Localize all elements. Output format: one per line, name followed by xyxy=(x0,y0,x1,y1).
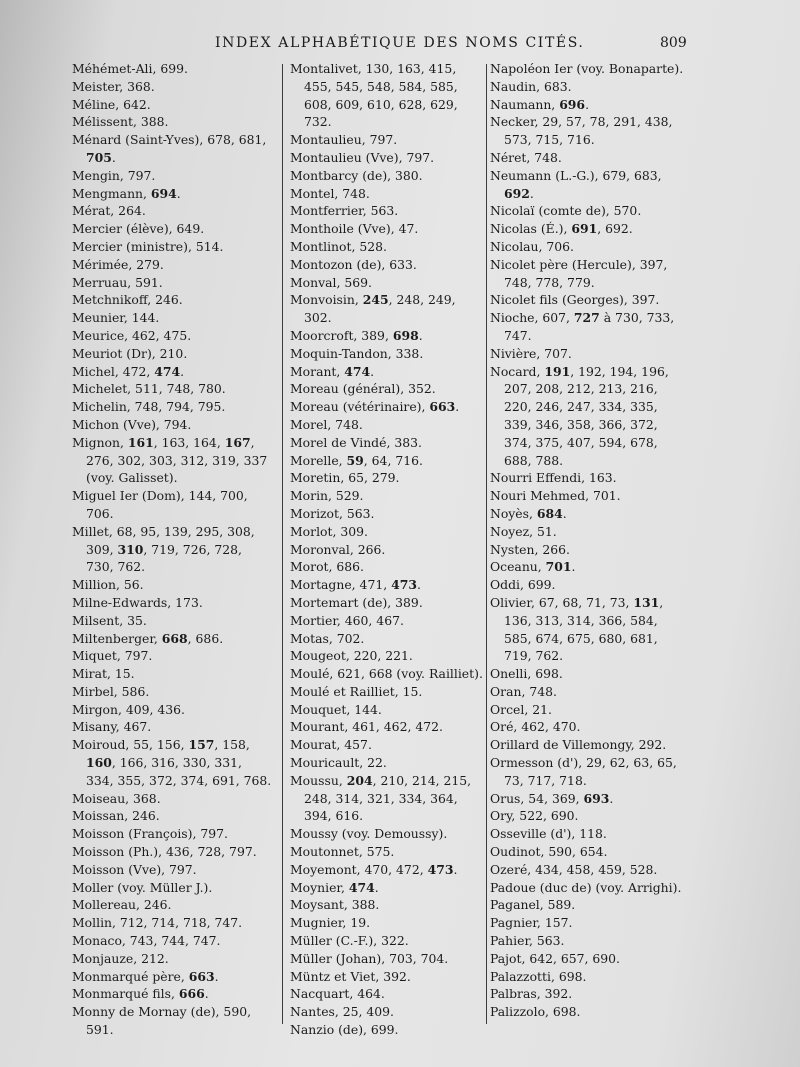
index-entry: Napoléon Ier (voy. Bonaparte). xyxy=(490,61,684,76)
index-entry: Nanzio (de), 699. xyxy=(290,1022,399,1038)
index-entry: Morelle, 59, 64, 716. xyxy=(290,452,423,468)
index-entry: Michon (Vve), 794. xyxy=(72,416,192,432)
index-entry: Monny de Mornay (de), 590, 591. xyxy=(72,1004,252,1038)
index-entry: Orillard de Villemongy, 292. xyxy=(490,737,667,753)
index-entry: Moulé, 621, 668 (voy. Railliet). xyxy=(290,666,483,682)
index-entry: Mirbel, 586. xyxy=(72,683,150,699)
index-entry: Michelet, 511, 748, 780. xyxy=(72,381,226,397)
index-entry: Miltenberger, 668, 686. xyxy=(72,630,224,646)
index-entry: Méhémet-Ali, 699. xyxy=(72,61,188,76)
index-column-2 xyxy=(290,60,486,1039)
index-entry: Olivier, 67, 68, 71, 73, 131, 136, 313, 314, 366, 584, 585, 674, 675, 680, 681, 719, 762. xyxy=(490,594,664,664)
index-entry: Morant, 474. xyxy=(290,363,375,379)
index-entry: Müntz et Viet, 392. xyxy=(290,968,411,984)
index-entry: Ménard (Saint-Yves), 678, 681, 705. xyxy=(72,132,267,165)
index-entry: Monjauze, 212. xyxy=(72,950,169,966)
index-entry: Michelin, 748, 794, 795. xyxy=(72,399,226,415)
index-entry: Paganel, 589. xyxy=(490,897,576,913)
index-entry: Müller (C.-F.), 322. xyxy=(290,933,409,949)
index-entry: Montferrier, 563. xyxy=(290,203,399,219)
index-entry: Ozeré, 434, 458, 459, 528. xyxy=(490,861,658,877)
index-entry: Monvoisin, 245, 248, 249, 302. xyxy=(290,292,456,326)
index-entry: Miguel Ier (Dom), 144, 700, 706. xyxy=(72,488,248,521)
index-entry: Moussy (voy. Demoussy). xyxy=(290,826,448,842)
index-entry: Millet, 68, 95, 139, 295, 308, 309, 310, 719, 726, 728, 730, 762. xyxy=(72,523,255,575)
index-entry: Morot, 686. xyxy=(290,559,364,575)
index-entry: Meuriot (Dr), 210. xyxy=(72,345,188,361)
index-entry: Nicolet fils (Georges), 397. xyxy=(490,292,660,308)
index-entry: Mourat, 457. xyxy=(290,737,372,753)
index-entry: Moquin-Tandon, 338. xyxy=(290,345,424,361)
index-entry: Milne-Edwards, 173. xyxy=(72,594,203,610)
index-entry: Morel de Vindé, 383. xyxy=(290,434,422,450)
index-entry: Moussu, 204, 210, 214, 215, 248, 314, 321, 334, 364, 394, 616. xyxy=(290,772,472,824)
index-entry: Padoue (duc de) (voy. Arrighi). xyxy=(490,879,682,895)
index-entry: Néret, 748. xyxy=(490,149,562,165)
index-entry: Orcel, 21. xyxy=(490,701,552,717)
index-entry: Miquet, 797. xyxy=(72,648,153,664)
index-entry: Nocard, 191, 192, 194, 196, 207, 208, 212, 213, 216, 220, 246, 247, 334, 335, 339, 346, 358, 366, 372, 374, 375, 407, 594, 678, 688, 788. xyxy=(490,363,669,468)
index-entry: Müller (Johan), 703, 704. xyxy=(290,950,449,966)
index-entry: Oré, 462, 470. xyxy=(490,719,581,735)
index-entry: Meister, 368. xyxy=(72,78,155,94)
index-entry: Million, 56. xyxy=(72,577,144,593)
index-entry: Nacquart, 464. xyxy=(290,986,385,1002)
index-entry: Nioche, 607, 727 à 730, 733, 747. xyxy=(490,310,675,343)
index-entry: Mercier (ministre), 514. xyxy=(72,238,224,254)
index-entry: Palazzotti, 698. xyxy=(490,968,587,984)
index-entry: Montalivet, 130, 163, 415, 455, 545, 548, 584, 585, 608, 609, 610, 628, 629, 732. xyxy=(290,61,458,130)
index-entry: Pagnier, 157. xyxy=(490,915,573,931)
index-entry: Moisson (François), 797. xyxy=(72,826,228,842)
index-entry: Mengin, 797. xyxy=(72,167,156,183)
index-entry: Mollereau, 246. xyxy=(72,897,172,913)
index-entry: Osseville (d'), 118. xyxy=(490,826,607,842)
index-entry: Mirat, 15. xyxy=(72,666,135,682)
index-entry: Nicolas (É.), 691, 692. xyxy=(490,221,633,237)
index-entry: Mignon, 161, 163, 164, 167, 276, 302, 303, 312, 319, 337 (voy. Galisset). xyxy=(72,434,268,486)
index-entry: Mortagne, 471, 473. xyxy=(290,577,421,593)
index-entry: Motas, 702. xyxy=(290,630,365,646)
index-column-1 xyxy=(72,60,272,1039)
index-entry: Moiseau, 368. xyxy=(72,790,161,806)
index-entry: Monmarqué fils, 666. xyxy=(72,986,209,1002)
index-entry: Moorcroft, 389, 698. xyxy=(290,327,423,343)
index-entry: Nicolau, 706. xyxy=(490,238,574,254)
index-entry: Oudinot, 590, 654. xyxy=(490,844,608,860)
index-entry: Oran, 748. xyxy=(490,683,557,699)
index-entry: Michel, 472, 474. xyxy=(72,363,185,379)
index-entry: Pajot, 642, 657, 690. xyxy=(490,950,620,966)
index-entry: Mollin, 712, 714, 718, 747. xyxy=(72,915,243,931)
index-entry: Moreau (vétérinaire), 663. xyxy=(290,399,460,415)
index-entry: Misany, 467. xyxy=(72,719,152,735)
index-entry: Moisson (Vve), 797. xyxy=(72,861,197,877)
index-entry: Méline, 642. xyxy=(72,96,151,112)
index-entry: Moisson (Ph.), 436, 728, 797. xyxy=(72,844,257,860)
index-entry: Monaco, 743, 744, 747. xyxy=(72,933,221,949)
index-entry: Moissan, 246. xyxy=(72,808,160,824)
index-entry: Monmarqué père, 663. xyxy=(72,968,219,984)
index-entry: Pahier, 563. xyxy=(490,933,565,949)
index-entry: Ory, 522, 690. xyxy=(490,808,579,824)
index-entry: Nysten, 266. xyxy=(490,541,570,557)
index-entry: Moynier, 474. xyxy=(290,879,379,895)
column-divider-1 xyxy=(282,64,283,1024)
index-entry: Mugnier, 19. xyxy=(290,915,371,931)
index-entry: Mourant, 461, 462, 472. xyxy=(290,719,443,735)
index-entry: Montaulieu, 797. xyxy=(290,132,398,148)
index-entry: Orus, 54, 369, 693. xyxy=(490,790,614,806)
index-entry: Mortier, 460, 467. xyxy=(290,612,404,628)
index-entry: Mérat, 264. xyxy=(72,203,146,219)
index-entry: Naumann, 696. xyxy=(490,96,590,112)
index-entry: Onelli, 698. xyxy=(490,666,563,682)
index-entry: Moreau (général), 352. xyxy=(290,381,436,397)
index-entry: Merruau, 591. xyxy=(72,274,163,290)
index-entry: Mouquet, 144. xyxy=(290,701,382,717)
index-entry: Nantes, 25, 409. xyxy=(290,1004,394,1020)
page-header xyxy=(0,35,800,55)
index-entry: Montel, 748. xyxy=(290,185,370,201)
index-entry: Milsent, 35. xyxy=(72,612,147,628)
index-entry: Ormesson (d'), 29, 62, 63, 65, 73, 717, 718. xyxy=(490,755,677,788)
index-entry: Moronval, 266. xyxy=(290,541,386,557)
index-entry: Naudin, 683. xyxy=(490,78,572,94)
index-entry: Moulé et Railliet, 15. xyxy=(290,683,423,699)
index-entry: Neumann (L.-G.), 679, 683, 692. xyxy=(490,167,662,201)
index-entry: Mortemart (de), 389. xyxy=(290,594,423,610)
index-entry: Montozon (de), 633. xyxy=(290,256,417,272)
index-entry: Montlinot, 528. xyxy=(290,238,387,254)
index-entry: Meurice, 462, 475. xyxy=(72,327,192,343)
index-entry: Morel, 748. xyxy=(290,416,363,432)
index-entry: Nivière, 707. xyxy=(490,345,572,361)
index-entry: Mercier (élève), 649. xyxy=(72,221,205,237)
index-entry: Morin, 529. xyxy=(290,488,364,504)
index-entry: Moutonnet, 575. xyxy=(290,844,395,860)
index-entry: Palizzolo, 698. xyxy=(490,1004,581,1020)
index-entry: Mélissent, 388. xyxy=(72,114,169,130)
index-entry: Montaulieu (Vve), 797. xyxy=(290,149,435,165)
index-entry: Monthoile (Vve), 47. xyxy=(290,221,419,237)
index-entry: Metchnikoff, 246. xyxy=(72,292,183,308)
index-entry: Mougeot, 220, 221. xyxy=(290,648,413,664)
index-entry: Mengmann, 694. xyxy=(72,185,181,201)
index-entry: Mouricault, 22. xyxy=(290,755,387,771)
index-entry: Monval, 569. xyxy=(290,274,372,290)
index-entry: Moiroud, 55, 156, 157, 158, 160, 166, 316, 330, 331, 334, 355, 372, 374, 691, 768. xyxy=(72,737,272,788)
index-entry: Nicolaï (comte de), 570. xyxy=(490,203,642,219)
column-divider-2 xyxy=(486,64,487,1024)
index-entry: Mérimée, 279. xyxy=(72,256,164,272)
index-entry: Moller (voy. Müller J.). xyxy=(72,879,213,895)
index-entry: Necker, 29, 57, 78, 291, 438, 573, 715, 716. xyxy=(490,114,673,148)
index-entry: Moretin, 65, 279. xyxy=(290,470,400,486)
index-entry: Noyez, 51. xyxy=(490,523,557,539)
index-entry: Oceanu, 701. xyxy=(490,559,576,575)
page-title: INDEX ALPHABÉTIQUE DES NOMS CITÉS. xyxy=(215,35,585,51)
index-entry: Montbarcy (de), 380. xyxy=(290,167,423,183)
index-entry: Moyemont, 470, 472, 473. xyxy=(290,861,458,877)
index-entry: Meunier, 144. xyxy=(72,310,160,326)
index-entry: Nouri Mehmed, 701. xyxy=(490,488,621,504)
page-number: 809 xyxy=(660,35,687,51)
index-entry: Nourri Effendi, 163. xyxy=(490,470,617,486)
index-entry: Palbras, 392. xyxy=(490,986,573,1002)
index-entry: Morizot, 563. xyxy=(290,505,375,521)
index-entry: Mirgon, 409, 436. xyxy=(72,701,185,717)
index-column-3 xyxy=(490,60,686,1021)
index-entry: Nicolet père (Hercule), 397, 748, 778, 779. xyxy=(490,256,668,290)
index-entry: Oddi, 699. xyxy=(490,577,556,593)
index-entry: Noyès, 684. xyxy=(490,505,567,521)
index-entry: Moysant, 388. xyxy=(290,897,380,913)
index-entry: Morlot, 309. xyxy=(290,523,368,539)
